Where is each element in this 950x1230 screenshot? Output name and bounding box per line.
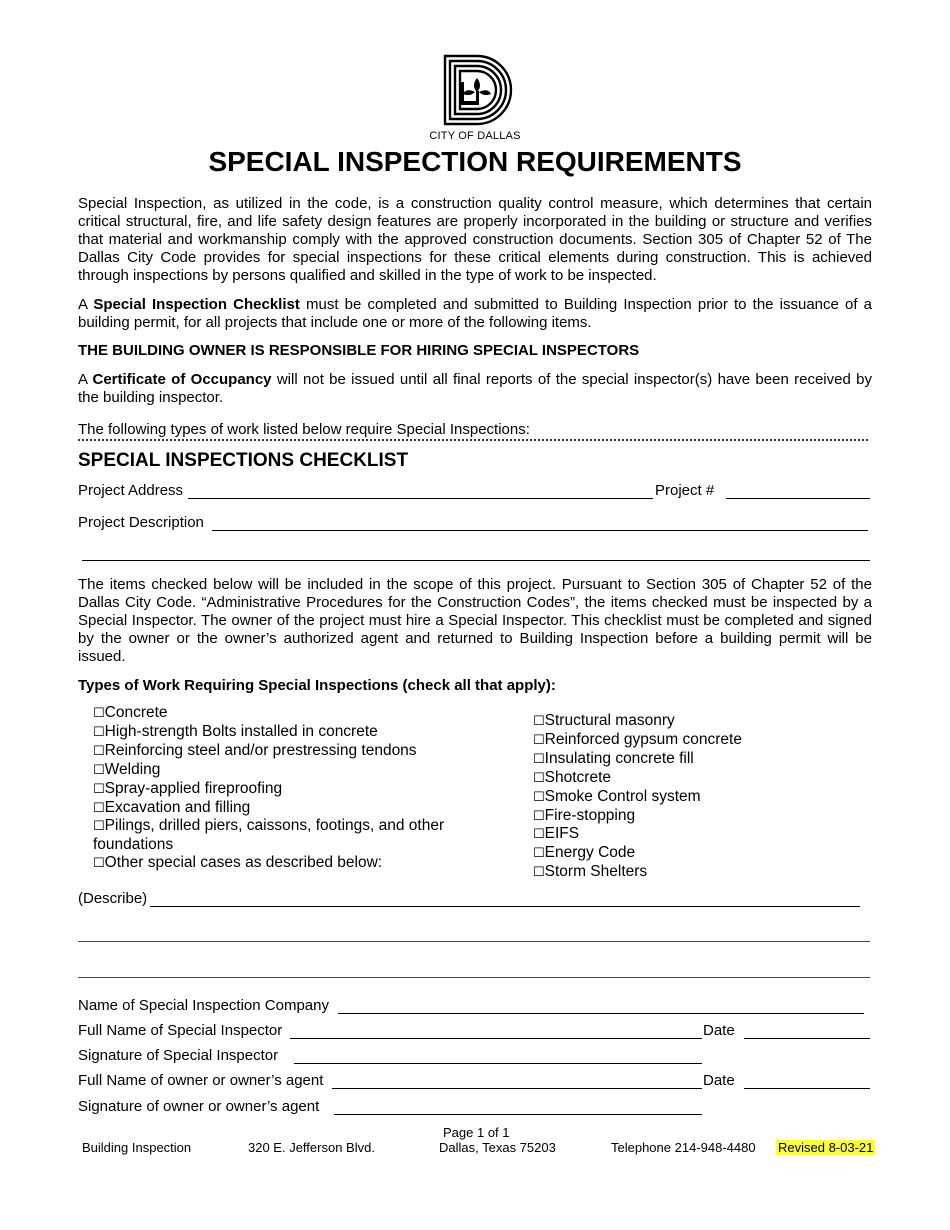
city-of-dallas-seal-icon	[437, 52, 513, 128]
project-number-label: Project #	[655, 482, 715, 499]
checklist-item[interactable]: ☐Reinforced gypsum concrete	[533, 730, 742, 748]
inspector-signature-field[interactable]	[294, 1063, 702, 1064]
checklist-item[interactable]: ☐Fire-stopping	[533, 806, 636, 824]
inspection-company-field[interactable]	[338, 1013, 864, 1014]
checklist-item[interactable]: ☐Shotcrete	[533, 768, 612, 786]
inspector-date-label: Date	[703, 1022, 735, 1039]
checkbox-icon[interactable]: ☐	[533, 732, 545, 748]
checklist-item[interactable]: ☐Insulating concrete fill	[533, 749, 694, 767]
footer-phone: Telephone 214-948-4480	[611, 1140, 756, 1155]
project-description-label: Project Description	[78, 514, 204, 531]
checklist-item[interactable]: ☐Energy Code	[533, 844, 636, 862]
checklist-item[interactable]: ☐Other special cases as described below:	[93, 854, 383, 872]
owner-name-field[interactable]	[332, 1088, 702, 1089]
checkbox-icon[interactable]: ☐	[93, 781, 105, 797]
checklist-title: SPECIAL INSPECTIONS CHECKLIST	[78, 450, 409, 471]
checkbox-icon[interactable]: ☐	[93, 856, 105, 872]
checkbox-icon[interactable]: ☐	[93, 762, 105, 778]
work-types-heading: Types of Work Requiring Special Inspections (check all that apply):	[78, 677, 556, 694]
footer-department: Building Inspection	[82, 1140, 192, 1155]
checkbox-icon[interactable]: ☐	[533, 865, 545, 881]
owner-date-field[interactable]	[744, 1088, 870, 1089]
checklist-item-wrap: foundations	[93, 836, 174, 854]
checklist-item[interactable]: ☐Reinforcing steel and/or prestressing tendons	[93, 741, 417, 759]
checklist-item[interactable]: ☐EIFS	[533, 825, 580, 843]
checkbox-icon[interactable]: ☐	[93, 724, 105, 740]
project-address-field[interactable]	[188, 498, 653, 499]
checklist-item[interactable]: ☐Concrete	[93, 704, 168, 721]
checklist-item[interactable]: ☐Storm Shelters	[533, 863, 648, 881]
inspector-name-field[interactable]	[290, 1038, 702, 1039]
checkbox-icon[interactable]: ☐	[533, 808, 545, 824]
footer-city: Dallas, Texas 75203	[439, 1140, 556, 1155]
certificate-term: Certificate of Occupancy	[92, 371, 272, 388]
checklist-paragraph: A Special Inspection Checklist must be completed and submitted to Building Inspection prior to the issuance of a building permit, for all projects that include one or more of the following items.	[78, 296, 872, 331]
checkbox-icon[interactable]: ☐	[93, 706, 105, 721]
project-description-field[interactable]	[212, 530, 868, 531]
checkbox-icon[interactable]: ☐	[93, 743, 105, 759]
scope-paragraph: The items checked below will be included in the scope of this project. Pursuant to Section 305 of Chapter 52 of the Dallas City Code. “Administrative Procedures for the Construction Codes”, the items checked must be inspected by a Special Inspector. The owner of the project must hire a Special Inspector. This checklist must be completed and signed by the owner or the owner’s authorized agent and returned to Building Inspection before a building permit will be issued.	[78, 576, 872, 665]
revision-badge: Revised 8-03-21	[778, 1140, 874, 1155]
project-address-label: Project Address	[78, 482, 184, 499]
footer-address: 320 E. Jefferson Blvd.	[248, 1140, 375, 1155]
checkbox-icon[interactable]: ☐	[533, 770, 545, 786]
describe-field[interactable]	[150, 906, 860, 907]
checklist-item[interactable]: ☐High-strength Bolts installed in concrete	[93, 722, 378, 740]
owner-date-label: Date	[703, 1072, 735, 1089]
project-description-field-line2[interactable]	[82, 560, 870, 561]
owner-notice: THE BUILDING OWNER IS RESPONSIBLE FOR HIRING SPECIAL INSPECTORS	[78, 342, 640, 359]
inspection-company-label: Name of Special Inspection Company	[78, 997, 329, 1014]
certificate-paragraph: A Certificate of Occupancy will not be issued until all final reports of the special inspector(s) have been received by the building inspector.	[78, 371, 872, 406]
describe-label: (Describe)	[78, 890, 148, 907]
checkbox-icon[interactable]: ☐	[533, 714, 545, 729]
checklist-item[interactable]: ☐Excavation and filling	[93, 798, 251, 816]
owner-signature-label: Signature of owner or owner’s agent	[78, 1098, 320, 1115]
intro-paragraph: Special Inspection, as utilized in the code, is a construction quality control measure, which determines that certain critical structural, fire, and life safety design features are properly incorporated in the building or structure and verifies that material and workmanship comply with the approved construction documents. Section 305 of Chapter 52 of The Dallas City Code provides for special inspections for these critical elements during construction. This is achieved through inspections by persons qualified and skilled in the type of work to be inspected.	[78, 195, 872, 284]
checkbox-icon[interactable]: ☐	[93, 800, 105, 816]
checkbox-icon[interactable]: ☐	[533, 789, 545, 805]
checkbox-icon[interactable]: ☐	[93, 819, 105, 835]
checkbox-icon[interactable]: ☐	[533, 846, 545, 862]
right-checklist	[533, 712, 863, 882]
inspector-name-label: Full Name of Special Inspector	[78, 1022, 283, 1039]
page-title: SPECIAL INSPECTION REQUIREMENTS	[208, 146, 742, 177]
checkbox-icon[interactable]: ☐	[533, 827, 545, 843]
checklist-item[interactable]: ☐Smoke Control system	[533, 787, 701, 805]
types-intro: The following types of work listed below require Special Inspections:	[78, 421, 530, 438]
checklist-item[interactable]: ☐Structural masonry	[533, 712, 675, 729]
left-checklist	[93, 704, 473, 873]
dotted-divider	[78, 439, 868, 441]
page-number: Page 1 of 1	[443, 1125, 510, 1140]
inspector-date-field[interactable]	[744, 1038, 870, 1039]
city-logo	[428, 52, 522, 142]
checklist-term: Special Inspection Checklist	[93, 296, 300, 313]
checkbox-icon[interactable]: ☐	[533, 751, 545, 767]
project-number-field[interactable]	[726, 498, 870, 499]
logo-caption: CITY OF DALLAS	[429, 130, 521, 142]
describe-field-line2[interactable]	[78, 941, 870, 942]
describe-field-line3[interactable]	[78, 977, 870, 978]
inspector-signature-label: Signature of Special Inspector	[78, 1047, 279, 1064]
owner-name-label: Full Name of owner or owner’s agent	[78, 1072, 324, 1089]
checklist-item[interactable]: ☐Pilings, drilled piers, caissons, footings, and other	[93, 817, 445, 835]
owner-signature-field[interactable]	[334, 1114, 702, 1115]
checklist-item[interactable]: ☐Welding	[93, 760, 161, 778]
checklist-item[interactable]: ☐Spray-applied fireproofing	[93, 779, 283, 797]
